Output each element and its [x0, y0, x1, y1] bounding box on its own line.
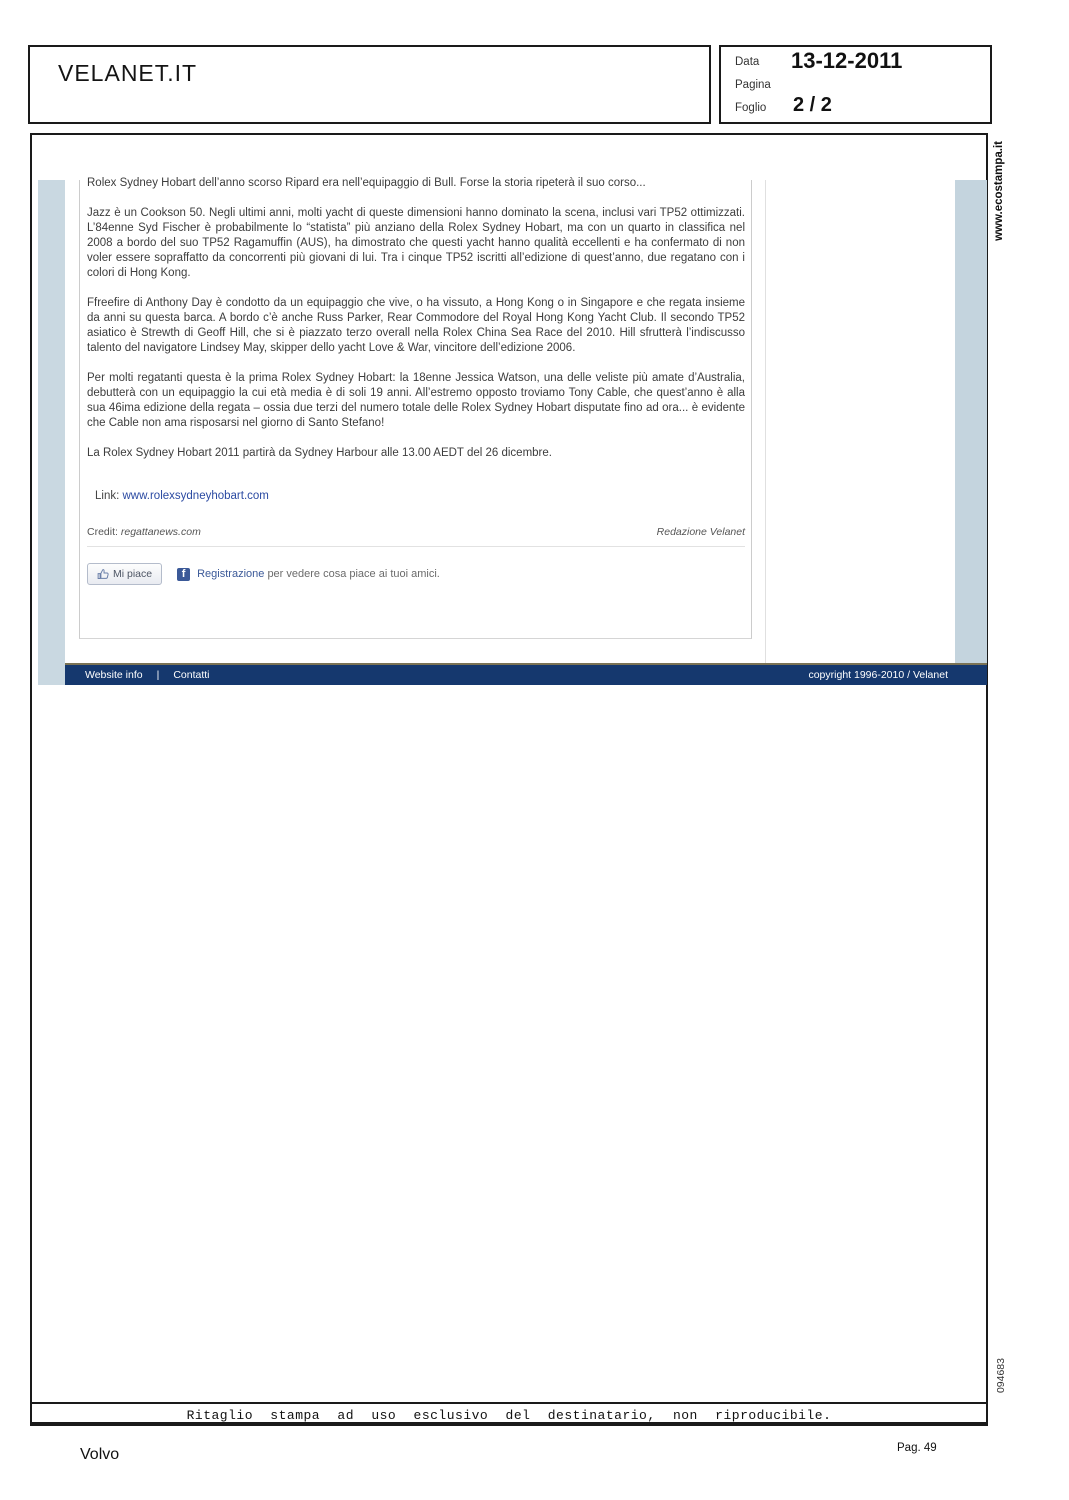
webpage-right-margin-strip — [955, 180, 987, 663]
foglio-value: 2 / 2 — [793, 94, 832, 116]
website-footer-bar — [65, 663, 987, 685]
foglio-label: Foglio — [735, 102, 767, 114]
footer-link-contatti[interactable]: Contatti — [173, 669, 210, 681]
like-button-label: Mi piace — [113, 567, 153, 580]
article-link[interactable]: www.rolexsydneyhobart.com — [122, 490, 269, 502]
article-paragraph: Per molti regatanti questa è la prima Rolex Sydney Hobart: la 18enne Jessica Watson, una delle veliste più amate d’Australia, debutterà con un equipaggio la cui età media è di soli 19 anni. All’estremo opposto troviamo Tony Cable, che quest’anno è alla sua 46ima edizione della regata – ossia due terzi del numero totale delle Rolex Sydney Hobart disputate fino ad ora... è evidente che Cable non ama risposarsi nel giorno di Santo Stefano! — [87, 372, 745, 429]
article-paragraph: Ffreefire di Anthony Day è condotto da un equipaggio che vive, o ha vissuto, a Hong Kong o in Singapore e che regata insieme da anni su questa barca. A bordo c’è anche Russ Parker, Rear Commodore del Royal Hong Kong Yacht Club. Il secondo TP52 asiatico è Strewth di Geoff Hill, che si è piazzato terzo overall nella Rolex China Sea Race del 2010. Hill sfrutterà l’indiscusso talento del navigatore Lindsey May, skipper dello yacht Love & War, vincitore dell’edizione 2006. — [87, 297, 745, 354]
data-label: Data — [735, 56, 760, 68]
link-label: Link: — [95, 490, 120, 502]
registration-link[interactable]: Registrazione — [197, 567, 265, 580]
article-paragraph: La Rolex Sydney Hobart 2011 partirà da Sydney Harbour alle 13.00 AEDT del 26 dicembre. — [87, 447, 552, 459]
credit-row — [87, 525, 745, 540]
credit-value: regattanews.com — [120, 526, 201, 538]
registration-text — [197, 567, 440, 582]
page-ref: Pag. 49 — [897, 1442, 937, 1454]
webpage-column-divider — [765, 180, 766, 663]
article-body — [87, 176, 745, 585]
ecostampa-watermark: www.ecostampa.it — [993, 141, 1005, 241]
thumb-up-icon — [97, 568, 109, 580]
registration-suffix: per vedere cosa piace ai tuoi amici. — [267, 567, 440, 580]
ritaglio-notice-strip — [30, 1402, 988, 1426]
source-header-box — [28, 45, 711, 124]
article-paragraph: Jazz è un Cookson 50. Negli ultimi anni, molti yacht di queste dimensioni hanno dominato la scena, inclusi vari TP52 ottimizzati. L’84enne Syd Fischer è probabilmente lo “statista” più anziano della Rolex Sydney Hobart, ma con un quarto in classifica nel 2008 a bordo del suo TP52 Ragamuffin (AUS), ha dimostrato che questi yacht hanno qualità eccellenti e ha confermato di non voler essere sopraffatto da concorrenti più giovani di lui. Tra i cinque TP52 iscritti all’edizione di quest’anno, due regatano con i colori di Hong Kong. — [87, 207, 745, 279]
clip-code: 094683 — [995, 1358, 1007, 1394]
subject-label: Volvo — [80, 1446, 120, 1463]
pagina-label: Pagina — [735, 79, 771, 91]
date-page-box — [719, 45, 992, 124]
ritaglio-notice: Ritaglio stampa ad uso esclusivo del destinatario, non riproducibile. — [186, 1407, 832, 1423]
footer-separator: | — [156, 669, 160, 681]
footer-copyright: copyright 1996-2010 / Velanet — [808, 669, 948, 681]
footer-link-website-info[interactable]: Website info — [85, 669, 143, 681]
credit — [87, 525, 201, 540]
facebook-social-row — [87, 563, 745, 585]
facebook-like-button[interactable] — [87, 563, 162, 585]
webpage-left-margin-strip — [38, 180, 65, 685]
byline: Redazione Velanet — [656, 526, 745, 538]
article-paragraph: Rolex Sydney Hobart dell’anno scorso Ripard era nell’equipaggio di Bull. Forse la storia ripeterà il suo corso... — [87, 177, 646, 189]
credit-label: Credit: — [87, 526, 118, 538]
link-row — [87, 489, 745, 504]
credit-divider — [87, 546, 745, 547]
facebook-icon: f — [177, 568, 190, 581]
source-name: VELANET.IT — [58, 60, 198, 86]
data-value: 13-12-2011 — [791, 48, 903, 73]
